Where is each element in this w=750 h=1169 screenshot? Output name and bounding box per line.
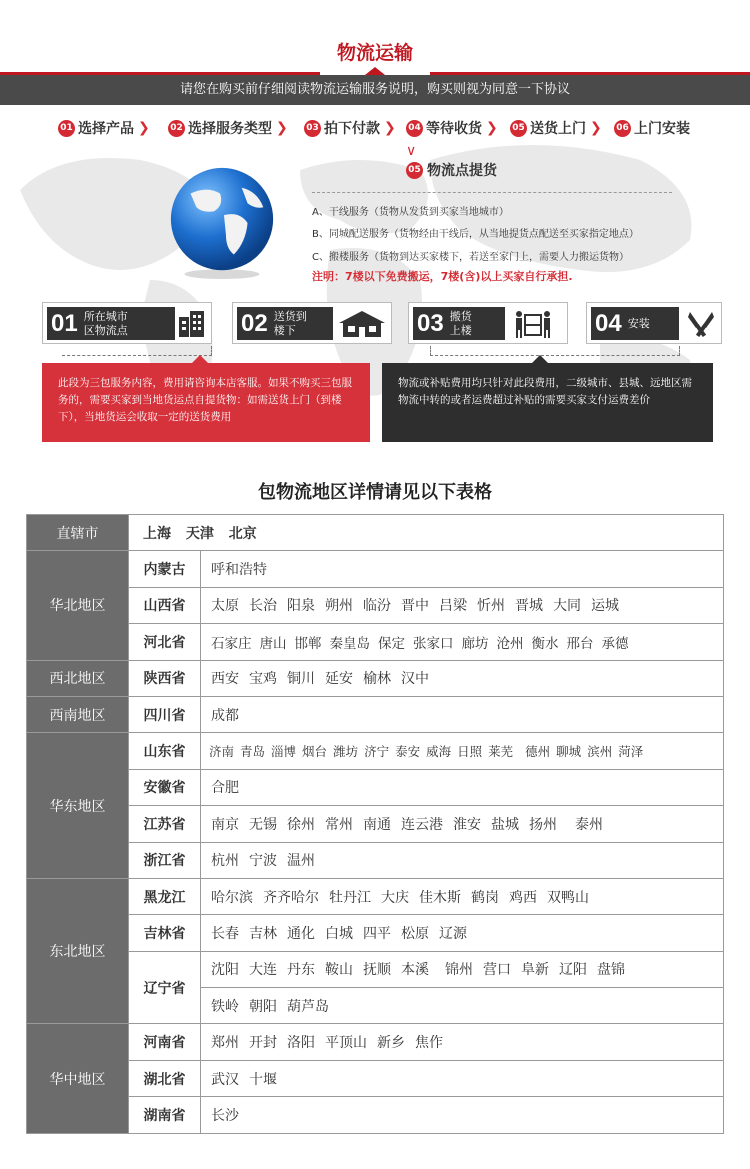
city: 合肥: [211, 780, 239, 797]
step-label: 选择服务类型: [188, 121, 272, 137]
three-guarantee-info: [42, 363, 370, 442]
city: 张家口: [413, 635, 454, 652]
city: 衡水: [531, 635, 559, 652]
city: 抚顺: [363, 962, 391, 979]
city-list: [201, 769, 724, 805]
city: 鞍山: [325, 962, 353, 979]
table-row: [27, 515, 724, 551]
city: 秦皇岛: [329, 635, 370, 652]
city: 济南: [209, 744, 235, 760]
city: 汉中: [401, 671, 429, 688]
province-cell: 河南省: [129, 1024, 201, 1060]
step-label: 上门安装: [634, 121, 690, 137]
city: 济宁: [364, 744, 390, 760]
city-list: [201, 660, 724, 696]
house-icon: [337, 309, 387, 339]
step-4: [406, 118, 498, 138]
service-c: C、搬楼服务（货物到达买家楼下，若送至家门上，需要人力搬运货物）: [312, 252, 629, 263]
chevron-right-icon: ❯: [486, 120, 498, 136]
city: 平顶山: [325, 1035, 367, 1052]
city-list: [201, 842, 724, 878]
service-note: 注明：7楼以下免费搬运，7楼(含)以上买家自行承担.: [312, 270, 573, 283]
province-cell: 山西省: [129, 587, 201, 623]
city: 铁岭: [211, 998, 239, 1015]
province-cell: 辽宁省: [129, 951, 201, 1024]
city: 铜川: [287, 671, 315, 688]
city: 营口: [483, 962, 511, 979]
service-box-4: [586, 302, 722, 344]
step-label: 送货上门: [530, 121, 586, 137]
city: 宁波: [249, 853, 277, 870]
service-box-1: [42, 302, 212, 344]
region-cell: 西北地区: [27, 660, 129, 696]
city: 朔州: [325, 598, 353, 615]
province-cell: 安徽省: [129, 769, 201, 805]
province-cell: 吉林省: [129, 915, 201, 951]
box-number: 01: [51, 309, 78, 337]
city: 南通: [363, 816, 391, 833]
city: 太原: [211, 598, 239, 615]
city-list: [201, 733, 724, 769]
city: 新乡: [377, 1035, 405, 1052]
city: 鸡西: [509, 889, 537, 906]
building-icon: [177, 309, 209, 339]
city: 徐州: [287, 816, 315, 833]
city: 烟台: [302, 744, 328, 760]
province-cell: 江苏省: [129, 806, 201, 842]
box-number: 04: [595, 309, 622, 337]
city: 唐山: [259, 635, 287, 652]
city: 朝阳: [249, 998, 277, 1015]
city: 常州: [325, 816, 353, 833]
city: 呼和浩特: [211, 562, 267, 579]
table-row: [27, 1024, 724, 1060]
connector-right: [430, 346, 680, 356]
city: 延安: [325, 671, 353, 688]
city: 无锡: [249, 816, 277, 833]
city: 吕梁: [439, 598, 467, 615]
city: 晋中: [401, 598, 429, 615]
city: 莱芜: [488, 744, 514, 760]
province-cell: 内蒙古: [129, 551, 201, 587]
page-title: 物流运输: [336, 42, 413, 64]
city: 通化: [287, 925, 315, 942]
city: 丹东: [287, 962, 315, 979]
city: 温州: [287, 853, 315, 870]
province-cell: 湖南省: [129, 1097, 201, 1133]
city-list: [201, 806, 724, 842]
region-cell: 华东地区: [27, 733, 129, 879]
city-list: [129, 515, 724, 551]
chevron-right-icon: ❯: [276, 120, 288, 136]
box-label-line2: 上楼: [449, 323, 472, 337]
city: 阳泉: [287, 598, 315, 615]
step-5: [510, 118, 602, 138]
city: 鹤岗: [471, 889, 499, 906]
province-cell: 四川省: [129, 696, 201, 732]
city-list: [201, 951, 724, 987]
service-b: B、同城配送服务（货物经由干线后，从当地提货点配送至买家指定地点）: [312, 229, 639, 240]
province-cell: 浙江省: [129, 842, 201, 878]
box-label-line1: 所在城市: [83, 309, 128, 323]
table-row: [27, 842, 724, 878]
city: 四平: [363, 925, 391, 942]
city: 焦作: [415, 1035, 443, 1052]
city: 临汾: [363, 598, 391, 615]
step-6: [614, 118, 690, 138]
chevron-down-icon: ∨: [406, 143, 417, 159]
city: 杭州: [211, 853, 239, 870]
city: 辽阳: [559, 962, 587, 979]
city: 晋城: [515, 598, 543, 615]
province-cell: 黑龙江: [129, 878, 201, 914]
city: 沧州: [496, 635, 524, 652]
tools-icon: [685, 309, 717, 339]
province-cell: 陕西省: [129, 660, 201, 696]
city: 阜新: [521, 962, 549, 979]
city: 连云港: [401, 816, 443, 833]
step-label: 物流点提货: [427, 163, 497, 179]
city: 南京: [211, 816, 239, 833]
city: 青岛: [240, 744, 266, 760]
city: 长春: [211, 925, 239, 942]
table-row: [27, 696, 724, 732]
city: 大连: [249, 962, 277, 979]
city: 德州: [525, 744, 551, 760]
city: 石家庄: [211, 635, 252, 652]
city-list: [201, 915, 724, 951]
box-label-line1: 送货到: [273, 309, 307, 323]
table-row: [27, 878, 724, 914]
city: 锦州: [445, 962, 473, 979]
step-number: 01: [58, 120, 75, 137]
chevron-right-icon: ❯: [138, 120, 150, 136]
step-number: 05: [510, 120, 527, 137]
table-row: [27, 660, 724, 696]
city: 运城: [591, 598, 619, 615]
city: 白城: [325, 925, 353, 942]
city: 聊城: [556, 744, 582, 760]
city: 开封: [249, 1035, 277, 1052]
city: 辽源: [439, 925, 467, 942]
table-row: [27, 551, 724, 587]
city: 哈尔滨: [211, 889, 253, 906]
subsidy-info: [382, 363, 713, 442]
process-steps: [58, 118, 738, 142]
city: 廊坊: [461, 635, 489, 652]
province-cell: 湖北省: [129, 1060, 201, 1096]
city: 沈阳: [211, 962, 239, 979]
city: 保定: [378, 635, 405, 652]
info-dark-text: 物流或补贴费用均只针对此段费用，二级城市、县城、远地区需物流中转的或者运费超过补贴的需要买家支付运费差价: [398, 377, 692, 406]
city: 泰州: [575, 816, 603, 833]
step-label: 等待收货: [426, 121, 482, 137]
city: 大同: [553, 598, 581, 615]
city: 扬州: [529, 816, 557, 833]
box-label-line2: 楼下: [273, 323, 296, 337]
city: 齐齐哈尔: [263, 889, 319, 906]
globe-icon: [163, 164, 281, 282]
city-list: [201, 1060, 724, 1096]
mover-icon: [513, 309, 553, 339]
service-a: A、干线服务（货物从发货到买家当地城市）: [312, 207, 509, 218]
city: 北京: [228, 525, 257, 542]
province-cell: 河北省: [129, 624, 201, 660]
city: 淮安: [453, 816, 481, 833]
province-cell: 山东省: [129, 733, 201, 769]
service-divider: [312, 192, 672, 193]
city-list: [201, 551, 724, 587]
step-2: [168, 118, 288, 138]
city: 菏泽: [618, 744, 644, 760]
city: 邯郸: [294, 635, 322, 652]
table-row: [27, 733, 724, 769]
city: 盘锦: [597, 962, 625, 979]
box-number: 03: [417, 309, 444, 337]
box-label-line1: 搬货: [449, 309, 472, 323]
table-row: [27, 1060, 724, 1096]
city-list: [201, 878, 724, 914]
step-number: 02: [168, 120, 185, 137]
step-label: 拍下付款: [324, 121, 380, 137]
table-row: [27, 951, 724, 987]
step-number: 03: [304, 120, 321, 137]
city: 盐城: [491, 816, 519, 833]
city-list: [201, 587, 724, 623]
region-table: [26, 514, 724, 1134]
city: 大庆: [381, 889, 409, 906]
city: 佳木斯: [419, 889, 461, 906]
region-cell: 华中地区: [27, 1024, 129, 1133]
city: 滨州: [587, 744, 613, 760]
step-label: 选择产品: [78, 121, 134, 137]
step-number: 05: [406, 162, 423, 179]
city: 宝鸡: [249, 671, 277, 688]
table-row: [27, 1097, 724, 1133]
city: 松原: [401, 925, 429, 942]
service-box-3: [408, 302, 568, 344]
city: 十堰: [249, 1071, 277, 1088]
table-row: [27, 806, 724, 842]
city: 邢台: [566, 635, 594, 652]
chevron-right-icon: ❯: [384, 120, 396, 136]
city: 本溪: [401, 962, 429, 979]
city: 郑州: [211, 1035, 239, 1052]
agreement-notice: 请您在购买前仔细阅读物流运输服务说明，购买则视为同意一下协议: [0, 75, 750, 105]
title-pointer: [365, 67, 385, 75]
city-list: [201, 988, 724, 1024]
city: 天津: [185, 525, 214, 542]
city-list: [201, 1024, 724, 1060]
city: 葫芦岛: [287, 998, 329, 1015]
table-title: 包物流地区详情请见以下表格: [258, 482, 492, 503]
region-cell: 华北地区: [27, 551, 129, 660]
city: 日照: [457, 744, 483, 760]
city: 上海: [143, 525, 171, 542]
city: 榆林: [363, 671, 391, 688]
city: 双鸭山: [547, 889, 589, 906]
city-list: [201, 696, 724, 732]
city: 潍坊: [333, 744, 359, 760]
chevron-right-icon: ❯: [590, 120, 602, 136]
city: 成都: [211, 707, 239, 724]
city: 长治: [249, 598, 277, 615]
city: 长沙: [211, 1107, 239, 1124]
table-row: [27, 624, 724, 660]
info-red-text: 此段为三包服务内容，费用请咨询本店客服。如果不购买三包服务的，需要买家到当地货运点自提货物：如需送货上门（到楼下），当地货运会收取一定的送货费用: [58, 377, 352, 423]
city: 泰安: [395, 744, 421, 760]
region-cell: 直辖市: [27, 515, 129, 551]
table-row: [27, 769, 724, 805]
city: 淄博: [271, 744, 297, 760]
city: 威海: [426, 744, 452, 760]
region-cell: 西南地区: [27, 696, 129, 732]
city: 武汉: [211, 1071, 239, 1088]
box-label-line2: 区物流点: [83, 323, 128, 337]
city: 忻州: [477, 598, 505, 615]
service-box-2: [232, 302, 392, 344]
step-1: [58, 118, 150, 138]
city-list: [201, 1097, 724, 1133]
city: 承德: [601, 635, 629, 652]
city: 洛阳: [287, 1035, 315, 1052]
region-cell: 东北地区: [27, 878, 129, 1024]
step-5-alt: [406, 160, 497, 180]
connector-left: [62, 346, 212, 356]
city: 西安: [211, 671, 239, 688]
table-row: [27, 915, 724, 951]
city: 牡丹江: [329, 889, 371, 906]
box-number: 02: [241, 309, 268, 337]
table-row: [27, 587, 724, 623]
step-number: 06: [614, 120, 631, 137]
city-list: [201, 624, 724, 660]
step-3: [304, 118, 396, 138]
box-label-line1: 安装: [627, 316, 650, 330]
service-boxes: [42, 302, 722, 344]
city: 吉林: [249, 925, 277, 942]
step-number: 04: [406, 120, 423, 137]
